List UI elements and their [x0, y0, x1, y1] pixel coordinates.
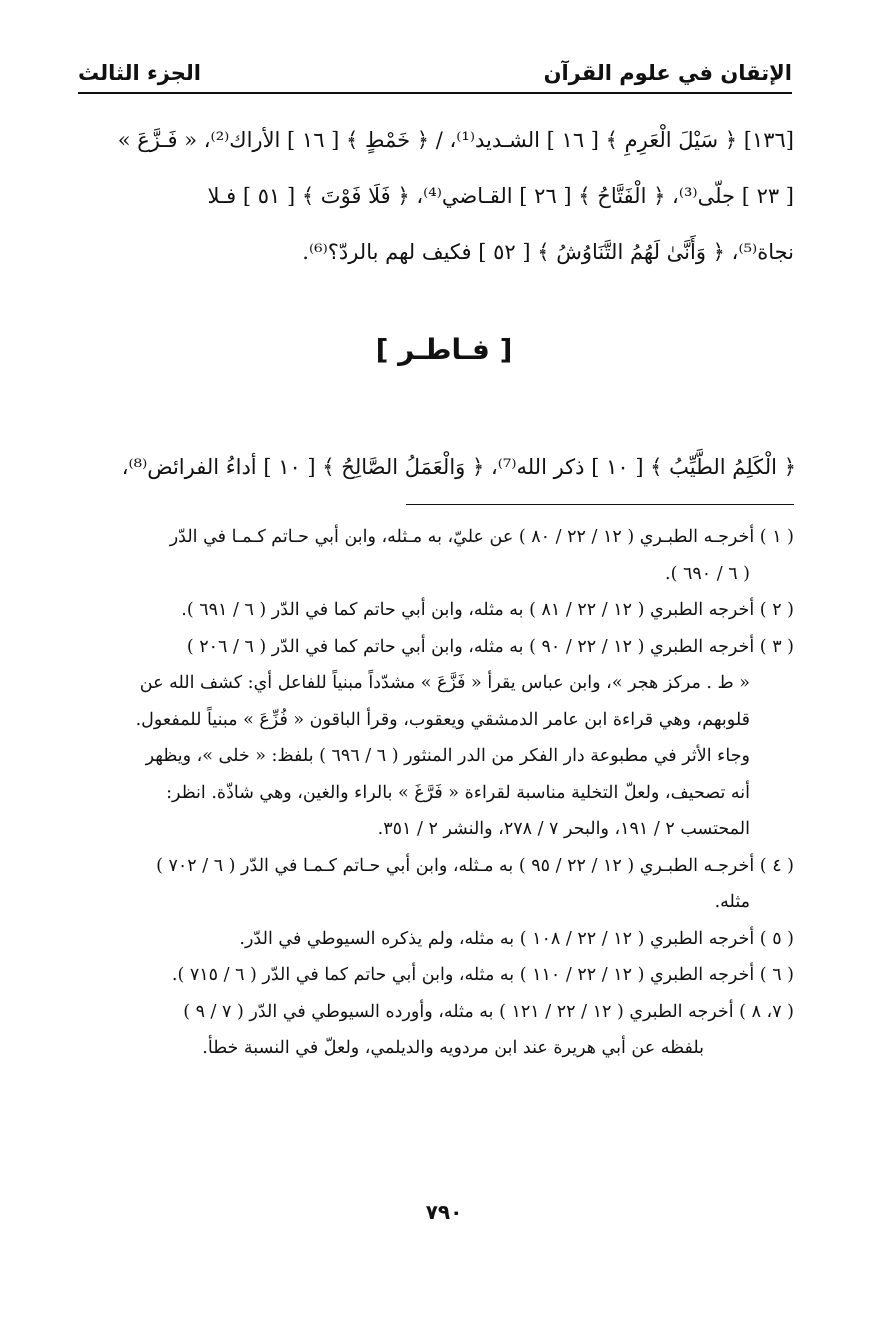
- footnote-3-cont: وجاء الأثر في مطبوعة دار الفكر من الدر المنثور ( ٦ / ٦٩٦ ) بلفظ: « خلى »، ويظهر: [145, 746, 750, 766]
- main-text-line: [ ٢٣ ] جلّى⁽³⁾، ﴿ الْفَتَّاحُ ﴾ [ ٢٦ ] القـاضي⁽⁴⁾، ﴿ فَلَا فَوْتَ ﴾ [ ٥١ ] فـلا: [207, 184, 794, 208]
- footnotes: [82, 519, 794, 1067]
- part-label: الجزء الثالث: [78, 61, 201, 85]
- main-text: [80, 112, 794, 280]
- surah-heading: [ فـاطـر ]: [375, 333, 513, 366]
- footnote-2: ( ٢ ) أخرجه الطبري ( ١٢ / ٢٢ / ٨١ ) به مثله، وابن أبي حاتم كما في الدّر ( ٦ / ٦٩١ ).: [181, 600, 794, 620]
- footnote-divider: [406, 504, 794, 505]
- footnote-5: ( ٥ ) أخرجه الطبري ( ١٢ / ٢٢ / ١٠٨ ) به مثله، ولم يذكره السيوطي في الدّر.: [239, 928, 794, 949]
- footnote-3-cont: المحتسب ٢ / ١٩١، والبحر ٧ / ٢٧٨، والنشر ٢ / ٣٥١.: [377, 819, 750, 839]
- footnote-1-cont: ( ٦ / ٦٩٠ ).: [665, 563, 750, 584]
- footnote-7-8-cont: بلفظه عن أبي هريرة عند ابن مردويه والديلمي، ولعلّ في النسبة خطأ.: [202, 1038, 704, 1058]
- running-head: [78, 50, 792, 94]
- footnote-1: ( ١ ) أخرجـه الطبـري ( ١٢ / ٢٢ / ٨٠ ) عن عليّ، به مـثله، وابن أبي حـاتم كـمـا في الدّر: [169, 527, 794, 547]
- footnote-3: ( ٣ ) أخرجه الطبري ( ١٢ / ٢٢ / ٩٠ ) به مثله، وابن أبي حاتم كما في الدّر ( ٦ / ٢٠٦ ): [186, 636, 794, 657]
- footnote-6: ( ٦ ) أخرجه الطبري ( ١٢ / ٢٢ / ١١٠ ) به مثله، وابن أبي حاتم كما في الدّر ( ٦ / ٧١٥ ).: [171, 965, 794, 985]
- footnote-4-cont: مثله.: [714, 892, 750, 912]
- footnote-3-cont: أنه تصحيف، ولعلّ التخلية مناسبة لقراءة « فَرَّغَ » بالراء والغين، وهي شاذّة. انظر:: [166, 782, 750, 803]
- footnote-3-cont: « ط . مركز هجر »، وابن عباس يقرأ « فَزَّعَ » مشدّداً مبنياً للفاعل أي: كشف الله عن: [139, 673, 750, 693]
- main-text-line: نجاة⁽⁵⁾، ﴿ وَأَنَّىٰ لَهُمُ التَّنَاوُشُ ﴾ [ ٥٢ ] فكيف لهم بالردّ؟⁽⁶⁾.: [302, 240, 794, 264]
- footnote-7-8: ( ٧، ٨ ) أخرجه الطبري ( ١٢ / ٢٢ / ١٢١ ) به مثله، وأورده السيوطي في الدّر ( ٧ / ٩ ): [183, 1001, 794, 1022]
- book-title: الإتقان في علوم القرآن: [543, 61, 792, 85]
- footnote-3-cont: قلوبهم، وهي قراءة ابن عامر الدمشقي ويعقوب، وقرأ الباقون « فُزِّعَ » مبنياً للمفعول.: [135, 709, 750, 730]
- surah-first-line: ﴿ الْكَلِمُ الطَّيِّبُ ﴾ [ ١٠ ] ذكر الله⁽⁷⁾، ﴿ وَالْعَمَلُ الصَّالِحُ ﴾ [ ١٠ ] أداءُ الفرائض⁽⁸⁾،: [121, 455, 796, 479]
- page-number: ٧٩٠: [425, 1200, 463, 1224]
- footnote-4: ( ٤ ) أخرجـه الطبـري ( ١٢ / ٢٢ / ٩٥ ) به مـثله، وابن أبي حـاتم كـمـا في الدّر ( ٦ / ٧٠٢ ): [156, 855, 794, 876]
- main-text-line: [١٣٦] ﴿ سَيْلَ الْعَرِمِ ﴾ [ ١٦ ] الشـديد⁽¹⁾، / ﴿ خَمْطٍ ﴾ [ ١٦ ] الأراك⁽²⁾، « فَـزَّعَ »: [117, 128, 794, 152]
